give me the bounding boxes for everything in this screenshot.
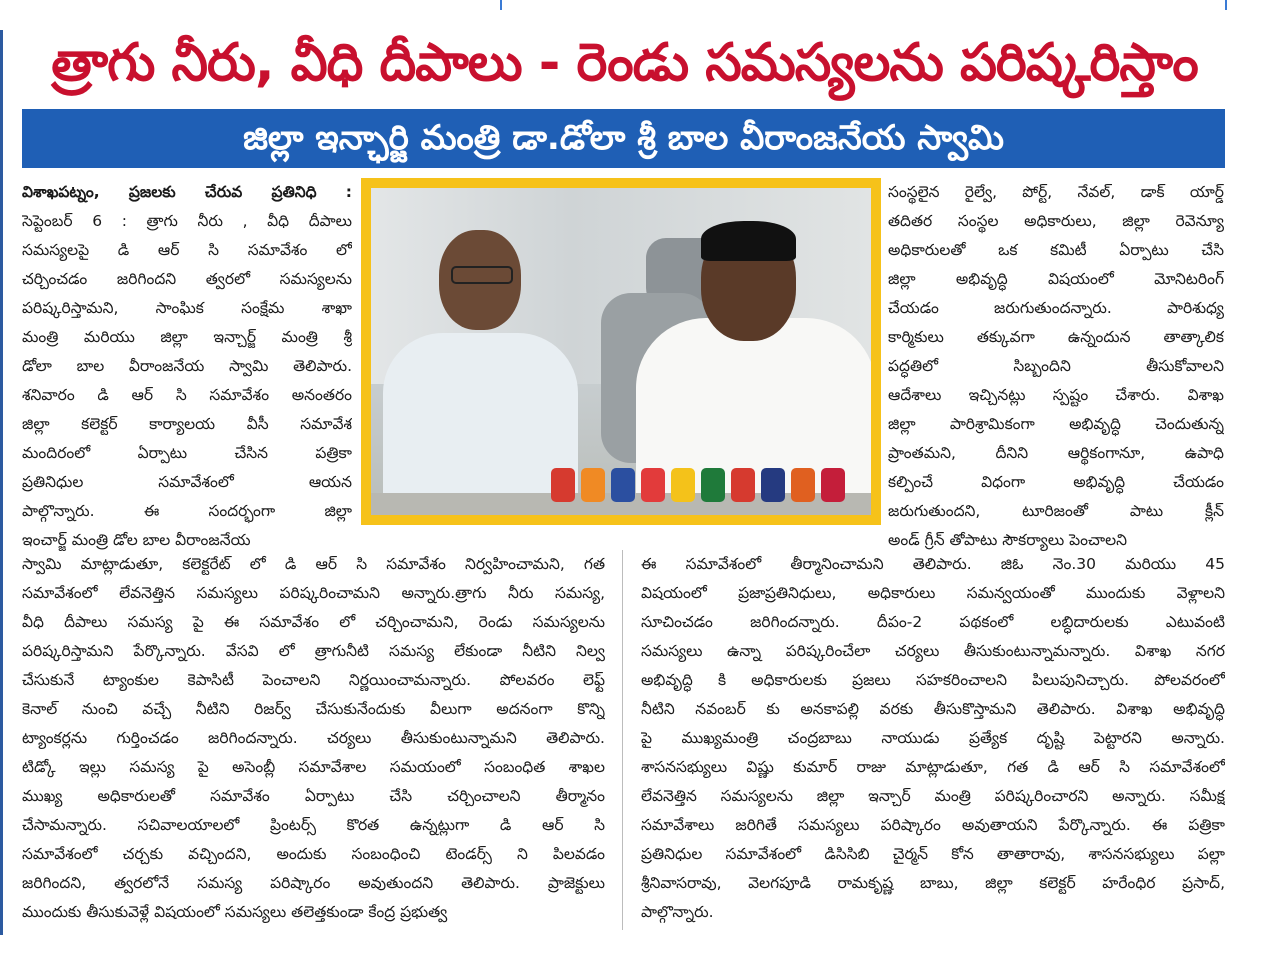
article-line: సంస్థలైన రైల్వే, పోర్ట్, నేవల్, డాక్ యార్డ్ bbox=[888, 183, 1224, 201]
article-line: అధికారులతో ఒక కమిటీ ఏర్పాటు చేసి bbox=[888, 241, 1224, 259]
article-line: ప్రతినిధుల సమావేశంలో ఆయన bbox=[22, 473, 352, 491]
article-line: మంత్రి మరియు జిల్లా ఇన్చార్జ్ మంత్రి శ్రీ bbox=[22, 328, 352, 346]
mic-icon bbox=[821, 468, 845, 502]
article-line: నీటిని నవంబర్ కు అనకాపల్లి వరకు తీసుకొస్తామని తెలిపారు. విశాఖ అభివృద్ధి bbox=[641, 700, 1225, 718]
article-line: పద్ధతిలో సిబ్బందిని తీసుకోవాలని bbox=[888, 357, 1224, 375]
article-line: డోలా బాల వీరాంజనేయ స్వామి తెలిపారు. bbox=[22, 357, 352, 375]
column-divider bbox=[622, 550, 623, 930]
article-line: సూచించడం జరిగిందన్నారు. దీపం-2 పథకంలో లబ్ధిదారులకు ఎటువంటి bbox=[641, 613, 1225, 631]
article-line: టిడ్కో ఇల్లు సమస్య పై అసెంబ్లీ సమావేశాల సమయంలో సంబంధిత శాఖల bbox=[22, 758, 605, 776]
article-line: ప్రాంతమని, దీనిని ఆర్థికంగానూ, ఉపాధి bbox=[888, 444, 1224, 462]
article-line: అభివృద్ధి కి అధికారులకు ప్రజలు సహకరించాలని పిలుపునిచ్చారు. పోలవరంలో bbox=[641, 671, 1225, 689]
mic-icon bbox=[641, 468, 665, 502]
article-line: సమావేశాలు జరిగితే సమస్యలు పరిష్కారం అవుతాయని పేర్కొన్నారు. ఈ పత్రికా bbox=[641, 816, 1225, 834]
article-column-right bbox=[888, 178, 1224, 555]
article-line: విషయంలో ప్రజాప్రతినిధులు, అధికారులు సమన్వయంతో ముందుకు వెళ్లాలని bbox=[641, 584, 1225, 602]
article-line: జిల్లా కలెక్టర్ కార్యాలయ వీసీ సమావేశ bbox=[22, 415, 352, 433]
article-line: తదితర సంస్థల అధికారులు, జిల్లా రెవెన్యూ bbox=[888, 212, 1224, 230]
article-line: పాల్గొన్నారు. bbox=[641, 903, 714, 921]
article-line: కెనాల్ నుంచి వచ్చే నీటిని రిజర్వ్ చేసుకునేందుకు వీలుగా అదనంగా కొన్ని bbox=[22, 700, 605, 718]
article-line: సమస్యలు ఉన్నా పరిష్కరించేలా చర్యలు తీసుకుంటున్నామన్నారు. విశాఖ నగర bbox=[641, 642, 1225, 660]
press-conference-photo bbox=[371, 188, 871, 515]
article-line: చేసుకునే ట్యాంకుల కెపాసిటీ పెంచాలని నిర్ణయించామన్నారు. పోలవరం లెఫ్ట్ bbox=[22, 671, 605, 689]
column-cut-mark bbox=[500, 0, 502, 10]
article-column-bottom-left bbox=[22, 550, 605, 927]
headline: త్రాగు నీరు, వీధి దీపాలు - రెండు సమస్యలను పరిష్కరిస్తాం bbox=[51, 33, 1198, 93]
article-line: చేయడం జరుగుతుందన్నారు. పారిశుధ్య bbox=[888, 299, 1224, 317]
article-line: కార్మికులు తక్కువగా ఉన్నందున తాత్కాలిక bbox=[888, 328, 1224, 346]
article-line: చర్చించడం జరిగిందని త్వరలో సమస్యలను bbox=[22, 270, 352, 288]
article-line: జిల్లా అభివృద్ధి విషయంలో మోనిటరింగ్ bbox=[888, 270, 1224, 288]
top-rule bbox=[0, 0, 1272, 10]
article-line: ఇంచార్జ్ మంత్రి డోల బాల వీరాంజనేయ bbox=[22, 531, 251, 549]
article-line: అండ్ గ్రీన్ తోపాటు సౌకర్యాలు పెంచాలని bbox=[888, 531, 1127, 549]
mic-icon bbox=[671, 468, 695, 502]
mic-icon bbox=[761, 468, 785, 502]
article-line: జరిగిందని, త్వరలోనే సమస్య పరిష్కారం అవుతుందని తెలిపారు. ప్రాజెక్టులు bbox=[22, 874, 605, 892]
article-line: వీధి దీపాలు సమస్య పై ఈ సమావేశం లో చర్చించామని, రెండు సమస్యలను bbox=[22, 613, 605, 631]
article-line: సమావేశంలో చర్చకు వచ్చిందని, అందుకు సంబంధించి టెండర్స్ ని పిలవడం bbox=[22, 845, 605, 863]
article-line: చేసామన్నారు. సచివాలయాలలో ప్రింటర్స్ కొరత ఉన్నట్లుగా డి ఆర్ సి bbox=[22, 816, 605, 834]
article-line: ముందుకు తీసుకువెళ్లే విషయంలో సమస్యలు తలెత్తకుండా కేంద్ర ప్రభుత్వ bbox=[22, 903, 448, 921]
mic-icon bbox=[611, 468, 635, 502]
article-column-left bbox=[22, 178, 352, 555]
article-line: ట్యాంకర్లను గుర్తించడం జరిగిందన్నారు. చర్యలు తీసుకుంటున్నామని తెలిపారు. bbox=[22, 729, 605, 747]
article-line: పై ముఖ్యమంత్రి చంద్రబాబు నాయుడు ప్రత్యేక దృష్టి పెట్టారని అన్నారు. bbox=[641, 729, 1225, 747]
article-line: పాల్గొన్నారు. ఈ సందర్భంగా జిల్లా bbox=[22, 502, 352, 520]
press-photo-frame bbox=[361, 178, 881, 525]
article-line: సమస్యలపై డి ఆర్ సి సమావేశం లో bbox=[22, 241, 352, 259]
article-line: లేవనెత్తిన సమస్యలను జిల్లా ఇన్చార్ మంత్రి పరిష్కరించారని అన్నారు. సమీక్ష bbox=[641, 787, 1225, 805]
article-line: ముఖ్య అధికారులతో సమావేశం ఏర్పాటు చేసి చర్చించాలని తీర్మానం bbox=[22, 787, 605, 805]
article-line: జరుగుతుందని, టూరిజంతో పాటు క్లీన్ bbox=[888, 502, 1224, 520]
article-line: స్వామి మాట్లాడుతూ, కలెక్టరేట్ లో డి ఆర్ సి సమావేశం నిర్వహించామని, గత bbox=[22, 555, 605, 573]
article-line: విశాఖపట్నం, ప్రజలకు చేరువ ప్రతినిధి : bbox=[22, 183, 352, 201]
article-line: శనివారం డి ఆర్ సి సమావేశం అనంతరం bbox=[22, 386, 352, 404]
article-line: జిల్లా పారిశ్రామికంగా అభివృద్ధి చెందుతున్న bbox=[888, 415, 1224, 433]
photo-person-left bbox=[383, 333, 578, 515]
article-line: పరిష్కరిస్తామని, సాంఘిక సంక్షేమ శాఖా bbox=[22, 299, 352, 317]
mic-icon bbox=[581, 468, 605, 502]
article-line: సెప్టెంబర్ 6 : త్రాగు నీరు , వీధి దీపాలు bbox=[22, 212, 352, 230]
mic-icon bbox=[731, 468, 755, 502]
article-line: ప్రతినిధుల సమావేశంలో డిసిసిబి చైర్మన్ కోన తాతారావు, శాసనసభ్యులు పల్లా bbox=[641, 845, 1225, 863]
article-line: సమావేశంలో లేవనెత్తిన సమస్యలు పరిష్కరించామని అన్నారు.త్రాగు నీరు సమస్య, bbox=[22, 584, 605, 602]
mic-icon bbox=[551, 468, 575, 502]
mic-icon bbox=[701, 468, 725, 502]
left-page-edge bbox=[0, 30, 3, 935]
article-line: పరిష్కరిస్తామని పేర్కొన్నారు. వేసవి లో త్రాగునీటి సమస్య లేకుండా నీటిని నిల్వ bbox=[22, 642, 605, 660]
page-edge-mark bbox=[1225, 0, 1227, 10]
article-column-bottom-right bbox=[641, 550, 1225, 927]
article-line: ఈ సమావేశంలో తీర్మానించామని తెలిపారు. జిఓ నెం.30 మరియు 45 bbox=[641, 555, 1225, 573]
article-line: మందిరంలో ఏర్పాటు చేసిన పత్రికా bbox=[22, 444, 352, 462]
mic-icon bbox=[791, 468, 815, 502]
subheadline-banner: జిల్లా ఇన్ఛార్జి మంత్రి డా.డోలా శ్రీ బాల వీరాంజనేయ స్వామి bbox=[22, 109, 1225, 168]
article-line: ఆదేశాలు ఇచ్చినట్లు స్పష్టం చేశారు. విశాఖ bbox=[888, 386, 1224, 404]
photo-glasses bbox=[451, 266, 513, 284]
photo-microphones bbox=[551, 468, 851, 508]
article-line: శాసనసభ్యులు విష్ణు కుమార్ రాజు మాట్లాడుతూ, గత డి ఆర్ సి సమావేశంలో bbox=[641, 758, 1225, 776]
article-line: కల్పించే విధంగా అభివృద్ధి చేయడం bbox=[888, 473, 1224, 491]
photo-person-right-hair bbox=[701, 221, 796, 261]
article-line: శ్రీనివాసరావు, వెలగపూడి రామకృష్ణ బాబు, జిల్లా కలెక్టర్ హరేంధిర ప్రసాద్, bbox=[641, 874, 1225, 892]
